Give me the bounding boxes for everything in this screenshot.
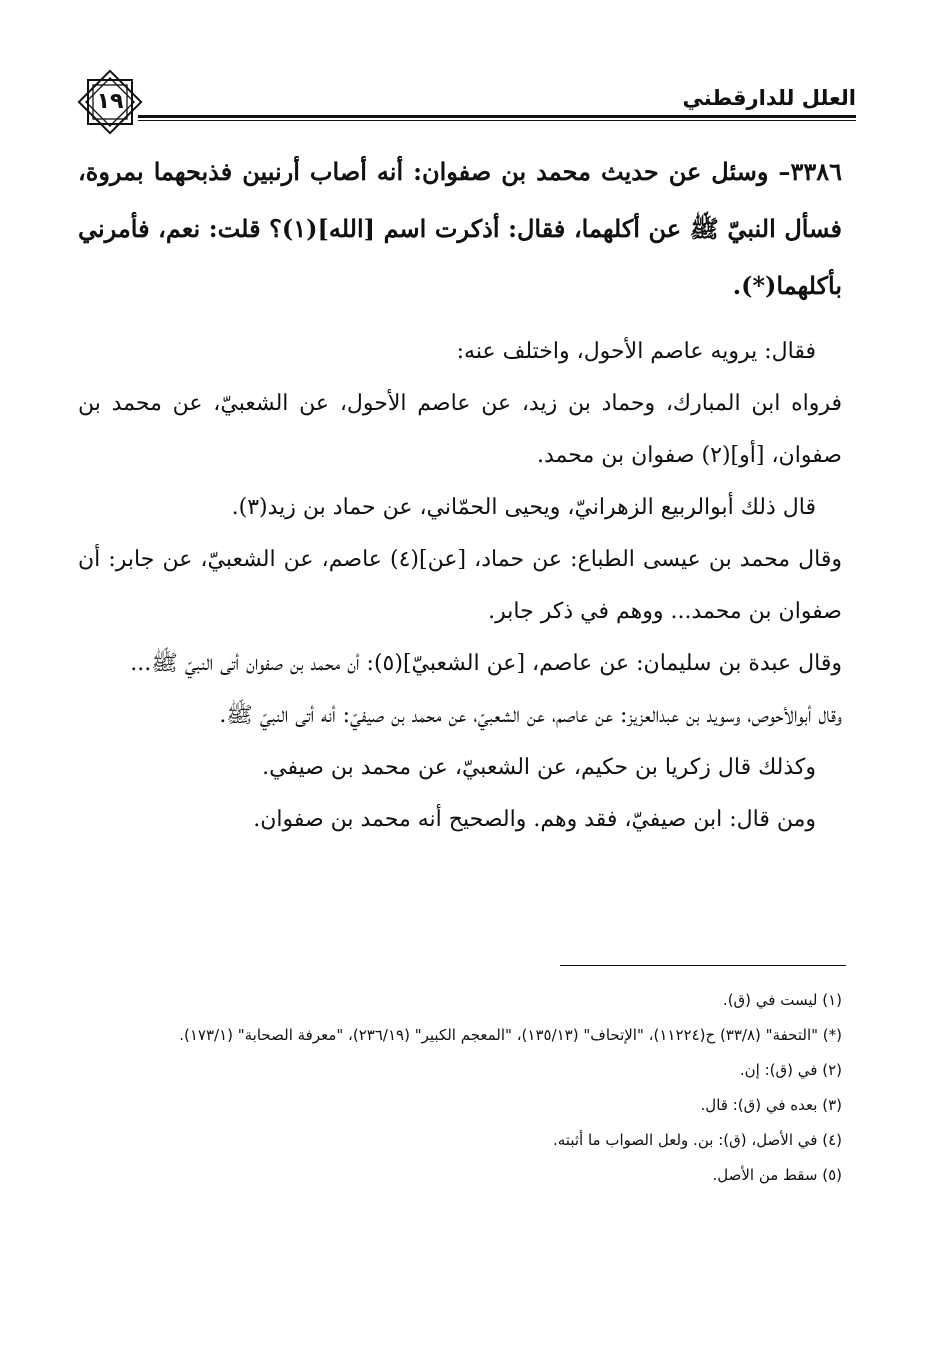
footnote: (٢) في (ق): إن. (739, 1061, 842, 1079)
footnote: (*) "التحفة" (٣٣/٨) ح(١١٢٢٤)، "الإتحاف" (١٣٥/١٣)، "المعجم الكبير" (٢٣٦/١٩)، "معرفة الصحابة" (١٧٣/١). (179, 1026, 842, 1044)
paragraph: ومن قال: ابن صيفيّ، فقد وهم. والصحيح أنه محمد بن صفوان. (253, 807, 816, 832)
page-header (66, 64, 856, 134)
header-rule (138, 115, 856, 121)
main-text (78, 143, 842, 846)
footnote: (٣) بعده في (ق): قال. (700, 1096, 842, 1114)
paragraph: قال ذلك أبوالربيع الزهرانيّ، ويحيى الحمّاني، عن حماد بن زيد(٣). (231, 495, 816, 520)
paragraph: وقال محمد بن عيسى الطباع: عن حماد، [عن](٤) عاصم، عن الشعبيّ، عن جابر: أن صفوان بن محمد... ووهم في ذكر جابر. (78, 547, 842, 624)
paragraph: وقال أبوالأحوص، وسويد بن عبدالعزيز: عن عاصم، عن الشعبيّ، عن محمد بن صيفيّ: أنه أتى النبيّ ﷺ. (219, 703, 842, 728)
footnote-separator (560, 965, 846, 966)
hadith-question: ٣٣٨٦– وسئل عن حديث محمد بن صفوان: أنه أصاب أرنبين فذبحهما بمروة، فسأل النبيّ ﷺ عن أكلهما، فقال: أذكرت اسم [الله](١)؟ قلت: نعم، فأمرني بأكلهما(*). (78, 157, 843, 300)
footnotes (78, 983, 842, 1193)
paragraph: فرواه ابن المبارك، وحماد بن زيد، عن عاصم الأحول، عن الشعبيّ، عن محمد بن صفوان، [أو](٢) صفوان بن محمد. (78, 391, 842, 468)
footnote: (١) ليست في (ق). (722, 991, 842, 1009)
page-number: ١٩ (96, 89, 124, 114)
book-title: العلل للدارقطني (682, 86, 856, 110)
paragraph: وكذلك قال زكريا بن حكيم، عن الشعبيّ، عن محمد بن صيفي. (262, 755, 816, 780)
footnote: (٥) سقط من الأصل. (712, 1166, 842, 1184)
footnote: (٤) في الأصل، (ق): بن. ولعل الصواب ما أثبته. (552, 1131, 842, 1149)
paragraph: وقال عبدة بن سليمان: عن عاصم، [عن الشعبيّ](٥): أن محمد بن صفوان أتى النبيّ ﷺ... (130, 651, 842, 676)
paragraph: فقال: يرويه عاصم الأحول، واختلف عنه: (456, 339, 816, 364)
